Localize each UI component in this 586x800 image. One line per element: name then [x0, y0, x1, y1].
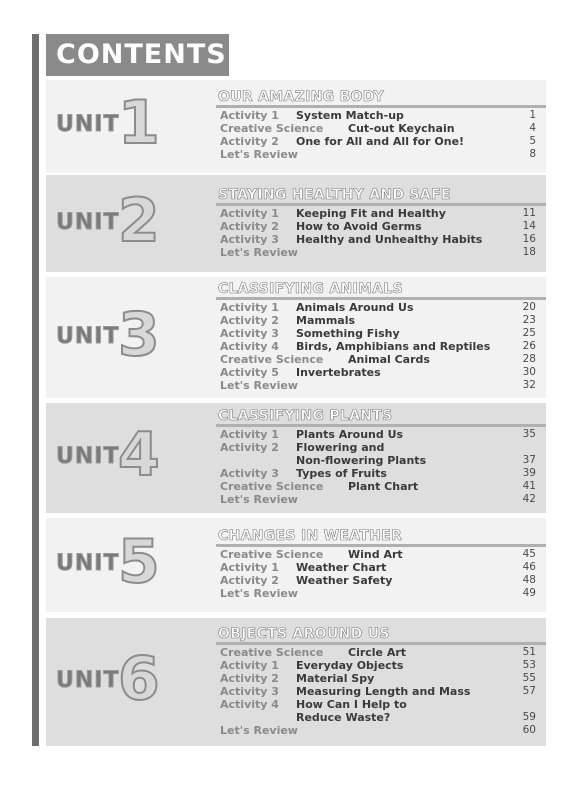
entry-page-number: 37: [522, 454, 536, 466]
unit-section-5: [46, 518, 546, 612]
unit-title: CLASSIFYING PLANTS: [218, 408, 393, 424]
entry-label: Activity 4: [220, 698, 279, 711]
entry-label: Activity 1: [220, 561, 279, 574]
toc-entry[interactable]: [220, 724, 536, 737]
entry-page-number: 57: [522, 685, 536, 697]
entry-title: Animal Cards: [348, 353, 430, 366]
unit-title: OUR AMAZING BODY: [218, 89, 385, 105]
entry-label: Activity 1: [220, 428, 279, 441]
entry-label: Activity 3: [220, 327, 279, 340]
entry-label: Activity 3: [220, 467, 279, 480]
entry-title: Reduce Waste?: [296, 711, 391, 724]
entry-page-number: 45: [522, 548, 536, 560]
unit-number: 5: [118, 527, 160, 597]
entry-title: One for All and All for One!: [296, 135, 465, 148]
entry-page-number: 51: [522, 646, 536, 658]
unit-title: CLASSIFYING ANIMALS: [218, 281, 403, 297]
unit-section-2: [46, 175, 546, 272]
entry-title: Something Fishy: [296, 327, 400, 340]
entry-page-number: 32: [522, 379, 536, 391]
entry-title: Cut-out Keychain: [348, 122, 455, 135]
entry-label: Let's Review: [220, 246, 298, 259]
entry-page-number: 4: [529, 122, 536, 134]
entry-page-number: 18: [522, 246, 536, 258]
entry-title: Mammals: [296, 314, 356, 327]
toc-entry[interactable]: [220, 574, 536, 587]
entry-label: Activity 5: [220, 366, 279, 379]
entry-page-number: 8: [529, 148, 536, 160]
entry-title: Invertebrates: [296, 366, 381, 379]
entry-title: Plant Chart: [348, 480, 419, 493]
toc-entry[interactable]: [220, 379, 536, 392]
unit-title-underline: [216, 297, 546, 300]
entry-title: Keeping Fit and Healthy: [296, 207, 446, 220]
entry-title: Material Spy: [296, 672, 375, 685]
unit-number: 4: [118, 420, 160, 490]
toc-entry[interactable]: [220, 340, 536, 353]
entry-label: Activity 2: [220, 220, 279, 233]
entry-page-number: 35: [522, 428, 536, 440]
unit-label: UNIT: [56, 324, 120, 349]
unit-number: 6: [118, 644, 160, 714]
entry-page-number: 60: [522, 724, 536, 736]
entry-title: Measuring Length and Mass: [296, 685, 471, 698]
entry-label: Activity 1: [220, 659, 279, 672]
entry-label: Activity 2: [220, 135, 279, 148]
entry-page-number: 46: [522, 561, 536, 573]
entry-title: Wind Art: [348, 548, 403, 561]
entry-label: Activity 3: [220, 233, 279, 246]
toc-entry[interactable]: [220, 480, 536, 493]
toc-entry[interactable]: [220, 314, 536, 327]
entry-label: Activity 4: [220, 340, 279, 353]
entry-page-number: 14: [522, 220, 536, 232]
entry-label: Activity 3: [220, 685, 279, 698]
entry-page-number: 5: [529, 135, 536, 147]
toc-entry[interactable]: [220, 301, 536, 314]
unit-title: CHANGES IN WEATHER: [218, 528, 403, 544]
unit-label: UNIT: [56, 444, 120, 469]
toc-entry[interactable]: [220, 454, 536, 467]
toc-entry[interactable]: [220, 711, 536, 724]
entry-title: Flowering and: [296, 441, 385, 454]
entry-label: Creative Science: [220, 646, 324, 659]
toc-entry[interactable]: [220, 467, 536, 480]
entry-label: Creative Science: [220, 480, 324, 493]
toc-entry[interactable]: [220, 698, 536, 711]
entry-label: Creative Science: [220, 548, 324, 561]
toc-entry[interactable]: [220, 441, 536, 454]
entry-label: Activity 1: [220, 109, 279, 122]
entry-label: Let's Review: [220, 587, 298, 600]
entry-title: Weather Chart: [296, 561, 387, 574]
entry-label: Activity 1: [220, 207, 279, 220]
entry-label: Let's Review: [220, 724, 298, 737]
entry-title: Everyday Objects: [296, 659, 404, 672]
entry-page-number: 55: [522, 672, 536, 684]
unit-label: UNIT: [56, 551, 120, 576]
entry-title: System Match-up: [296, 109, 404, 122]
entry-title: Types of Fruits: [296, 467, 387, 480]
toc-entry[interactable]: [220, 109, 536, 122]
unit-title: OBJECTS AROUND US: [218, 626, 390, 642]
toc-entry[interactable]: [220, 207, 536, 220]
toc-entry[interactable]: [220, 148, 536, 161]
toc-entry[interactable]: [220, 220, 536, 233]
unit-title: STAYING HEALTHY AND SAFE: [218, 187, 451, 203]
entry-page-number: 1: [529, 109, 536, 121]
entry-label: Activity 1: [220, 301, 279, 314]
unit-title-underline: [216, 203, 546, 206]
entry-label: Creative Science: [220, 353, 324, 366]
toc-entry[interactable]: [220, 672, 536, 685]
entry-title: How Can I Help to: [296, 698, 407, 711]
entry-title: Birds, Amphibians and Reptiles: [296, 340, 491, 353]
toc-entry[interactable]: [220, 327, 536, 340]
entry-label: Activity 2: [220, 314, 279, 327]
entry-page-number: 59: [522, 711, 536, 723]
unit-section-3: [46, 277, 546, 398]
unit-label: UNIT: [56, 210, 120, 235]
entry-page-number: 41: [522, 480, 536, 492]
unit-title-underline: [216, 424, 546, 427]
entry-page-number: 26: [522, 340, 536, 352]
entry-title: Non-flowering Plants: [296, 454, 427, 467]
entry-label: Let's Review: [220, 493, 298, 506]
contents-heading: CONTENTS: [56, 39, 227, 70]
unit-label: UNIT: [56, 112, 120, 137]
unit-number: 3: [118, 300, 160, 370]
entry-page-number: 20: [522, 301, 536, 313]
toc-entry[interactable]: [220, 233, 536, 246]
entry-page-number: 49: [522, 587, 536, 599]
entry-page-number: 53: [522, 659, 536, 671]
page-spine-bar: [32, 34, 39, 746]
toc-entry[interactable]: [220, 587, 536, 600]
entry-page-number: 16: [522, 233, 536, 245]
entry-page-number: 39: [522, 467, 536, 479]
entry-page-number: 30: [522, 366, 536, 378]
unit-title-underline: [216, 642, 546, 645]
entry-label: Activity 2: [220, 574, 279, 587]
unit-section-4: [46, 403, 546, 513]
entry-page-number: 48: [522, 574, 536, 586]
entry-page-number: 28: [522, 353, 536, 365]
entry-label: Activity 2: [220, 441, 279, 454]
entry-page-number: 23: [522, 314, 536, 326]
toc-entry[interactable]: [220, 646, 536, 659]
entry-title: Animals Around Us: [296, 301, 414, 314]
entry-title: Healthy and Unhealthy Habits: [296, 233, 483, 246]
entry-label: Activity 2: [220, 672, 279, 685]
toc-entry[interactable]: [220, 135, 536, 148]
toc-entry[interactable]: [220, 561, 536, 574]
entry-page-number: 42: [522, 493, 536, 505]
unit-title-underline: [216, 105, 546, 108]
entry-title: Weather Safety: [296, 574, 393, 587]
entry-title: How to Avoid Germs: [296, 220, 422, 233]
unit-title-underline: [216, 544, 546, 547]
toc-entry[interactable]: [220, 659, 536, 672]
entry-page-number: 11: [522, 207, 536, 219]
unit-section-6: [46, 618, 546, 746]
unit-label: UNIT: [56, 668, 120, 693]
entry-title: Plants Around Us: [296, 428, 404, 441]
unit-number: 2: [118, 186, 160, 256]
toc-entry[interactable]: [220, 122, 536, 135]
entry-title: Circle Art: [348, 646, 407, 659]
toc-entry[interactable]: [220, 428, 536, 441]
entry-label: Let's Review: [220, 379, 298, 392]
entry-page-number: 25: [522, 327, 536, 339]
entry-label: Let's Review: [220, 148, 298, 161]
unit-section-1: [46, 80, 546, 172]
toc-entry[interactable]: [220, 353, 536, 366]
toc-entry[interactable]: [220, 246, 536, 259]
toc-entry[interactable]: [220, 366, 536, 379]
entry-label: Creative Science: [220, 122, 324, 135]
toc-entry[interactable]: [220, 493, 536, 506]
toc-entry[interactable]: [220, 685, 536, 698]
toc-entry[interactable]: [220, 548, 536, 561]
unit-number: 1: [118, 88, 160, 158]
